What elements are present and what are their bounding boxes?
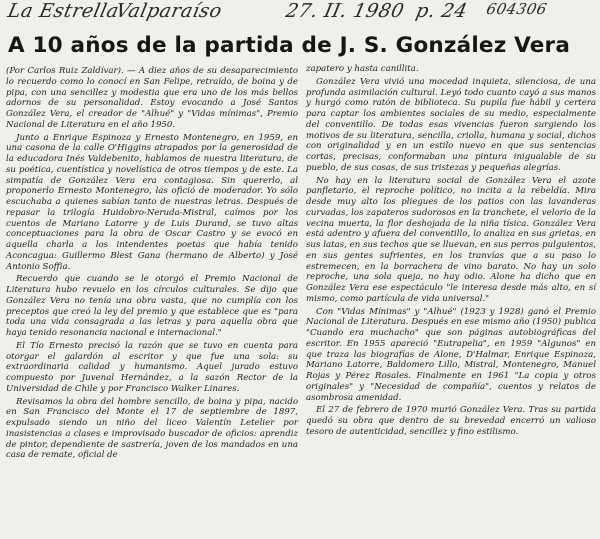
handwritten-reference: 604306	[484, 0, 549, 18]
paragraph: Revisamos la obra del hombre sencillo, de boina y pipa, nacido en San Francisco del Monte el 17 de septiembre de 1897, expulsado siendo un niño del liceo Valentín Letelier por inasistencias a clases e improvisado buscador de oficios: aprendiz de pintor, dependiente de sastrería, joven de los mandados en una casa de remate, oficial de	[6, 396, 298, 461]
article-headline: A 10 años de la partida de J. S. González Vera	[8, 33, 571, 58]
paragraph: zapatero y hasta canillita.	[306, 64, 419, 74]
paragraph: No hay en la literatura social de González Vera el azote panfletario, el reproche político, no incita a la rebeldía. Mira desde muy alto los pliegues de los patios con las lavanderas curvadas, los zapateros sudorosos en la tranchete, el velorio de la vecina muerta, la flor deshojada de la niña tísica. González Vera está adentro y afuera del conventillo, lo analiza en sus grietas, en sus latas, en sus techos que se lluevan, en sus perros pulguientos, en sus gentes sufrientes, en los tranvías que a su paso lo estremecen, en la borrachera de vino barato. No hay un solo reproche, una sola queja, no hay odio. Alone ha dicho que en González Vera ese espectáculo "le interesa desde más alto, en sí mismo, como partícula de vida universal."	[306, 175, 596, 304]
handwritten-annotation	[5, 0, 596, 24]
article-right-column	[306, 64, 596, 438]
handwritten-newspaper: La Estrella	[5, 0, 122, 22]
paragraph: Junto a Enrique Espinoza y Ernesto Montenegro, en 1959, en una casona de la calle O'Higgins atrapados por la generosidad de la educadora Inés Valdebenito, hablamos de nuestra literatura, de su poética, cuentística y novelística de otros tiempos y de este. La simpatía de González Vera era contagiosa. Sin quererlo, al proponerlo Ernesto Montenegro, las ofició de moderador. Yo sólo escuchaba a quienes sabían tanto de nuestras letras. Después de repasar la trilogía Huidobro-Neruda-Mistral, caímos por los cuentos de Mariano Latorre y de Luis Durand, se tuvo altas conceptuaciones para la obra de Oscar Castro y se evocó en aquella charla a los intendentes poetas que había tenido Aconcagua: Guillermo Blest Gana (hermano de Alberto) y José Antonio Soffia.	[6, 132, 298, 272]
paragraph: Con "Vidas Mínimas" y "Alhué" (1923 y 1928) ganó el Premio Nacional de Literatura. Después en ese mismo año (1950) publica "Cuando era muchacho" que son páginas autobiográficas del escritor. En 1955 apareció "Eutrapelia", en 1959 "Algunos" en que traza las biografías de Alone, D'Halmar, Enrique Espinoza, Mariano Latorre, Baldomero Lillo, Mistral, Montenegro, Manuel Rojas y Pérez Rosales. Finalmente en 1961 "La copia y otros originales" y "Necesidad de compañía", cuentos y relatos de asombrosa amenidad.	[306, 306, 596, 403]
paragraph: González Vera vivió una mocedad inquieta, silenciosa, de una profunda asimilación cultural. Leyó todo cuanto cayó a sus manos y hurgó como ratón de biblioteca. Su pupila fue hábil y certera para captar los ambientes sociales de su medio, especialmente del conventillo. De todas esas vivencias fueron surgiendo los motivos de su literatura, sencilla, criolla, humana y social, dichos con originalidad y en un estilo nuevo en que sus sentencias cortas, precisas, conformaban una pintura inigualable de su pueblo, de sus cosas, de sus tristezas y pequeñas alegrías.	[306, 76, 596, 173]
handwritten-date: 27. II. 1980	[283, 0, 407, 22]
paragraph: Recuerdo que cuando se le otorgó el Premio Nacional de Literatura hubo revuelo en los círculos culturales. Se dijo que González Vera no tenía una obra vasta, que no cumplía con los preceptos que creó la ley del premio y que establece que es "para toda una vida consagrada a las letras y para aquella obra que haya tenido resonancia nacional e internacional."	[6, 274, 298, 338]
article-left-column	[6, 66, 298, 461]
paragraph: El Tío Ernesto precisó la razón que se tuvo en cuenta para otorgar el galardón al escritor y que fue una sola: su extraordinaria calidad y humanismo. Aquel jurado estuvo compuesto por Juvenal Hernández, a la sazón Rector de la Universidad de Chile y por Francisco Walker Linares.	[6, 340, 298, 394]
paragraph: El 27 de febrero de 1970 murió González Vera. Tras su partida quedó su obra que dentro de su brevedad encerró un valioso tesoro de autenticidad, sencillez y fino estilismo.	[306, 405, 596, 437]
paragraph: (Por Carlos Ruiz Zaldívar). — A diez años de su desaparecimiento lo recuerdo como lo conocí en San Felipe, retraído, de boina y de pipa, con una sencillez y modestia que era uno de los más bellos adornos de su personalidad. Estoy evocando a José Santos González Vera, el creador de "Alhué" y "Vidas mínimas", Premio Nacional de Literatura en el año 1950.	[6, 66, 298, 130]
handwritten-page: p. 24	[413, 0, 470, 22]
handwritten-city: Valparaíso	[113, 0, 225, 22]
